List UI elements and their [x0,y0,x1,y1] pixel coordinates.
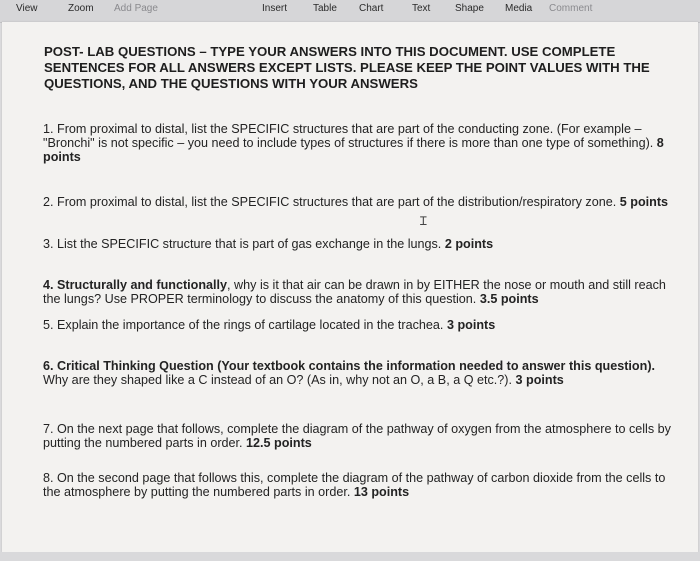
question-3[interactable] [43,237,671,251]
toolbar-chart[interactable]: Chart [359,3,384,14]
question-6-points: 3 points [515,373,564,387]
question-2-text: 2. From proximal to distal, list the SPECIFIC structures that are part of the distribution/respiratory zone. [43,195,620,209]
question-4-lead: 4. Structurally and functionally [43,278,228,292]
question-1[interactable] [43,122,671,164]
toolbar-table[interactable]: Table [313,3,337,14]
document-page[interactable] [2,22,698,552]
question-8-points: 13 points [353,485,410,499]
toolbar [0,0,700,23]
question-7[interactable] [43,422,671,450]
text-cursor-icon: Ɪ [420,214,427,228]
question-6-text: Why are they shaped like a C instead of an O? (As in, why not an O, a B, a Q etc.?). [43,373,516,387]
toolbar-comment[interactable]: Comment [549,3,593,14]
question-4-text: , why is it that air can be drawn in by EITHER the nose or mouth and still reach the lungs? Use PROPER terminology to discuss the anatomy of this question. [43,278,666,306]
question-8[interactable] [43,471,671,499]
question-8-text: 8. On the second page that follows this, complete the diagram of the pathway of carbon dioxide from the cells to the atmosphere by putting the numbered parts in order. [43,471,666,499]
toolbar-insert[interactable]: Insert [262,3,288,14]
bottom-strip [0,552,700,561]
toolbar-zoom[interactable]: Zoom [68,3,94,14]
toolbar-view[interactable]: View [16,3,38,14]
question-5-text: 5. Explain the importance of the rings of cartilage located in the trachea. [43,318,447,332]
toolbar-media[interactable]: Media [505,3,533,14]
toolbar-text[interactable]: Text [412,3,431,14]
question-1-points: 8 points [43,136,664,164]
toolbar-shape[interactable]: Shape [455,3,484,14]
question-2-points: 5 points [619,195,669,209]
question-4-points: 3.5 points [479,292,539,306]
question-3-text: 3. List the SPECIFIC structure that is part of gas exchange in the lungs. [43,237,445,251]
question-7-points: 12.5 points [246,436,312,450]
document-heading: POST- LAB QUESTIONS – TYPE YOUR ANSWERS INTO THIS DOCUMENT. USE COMPLETE SENTENCES FOR ALL ANSWERS EXCEPT LISTS. PLEASE KEEP THE POINT VALUES WITH THE QUESTIONS, AND THE QUESTIONS WITH YOUR ANSWERS [44,44,650,91]
question-6-lead: 6. Critical Thinking Question (Your textbook contains the information needed to answer this question). [43,359,656,373]
question-1-text: 1. From proximal to distal, list the SPECIFIC structures that are part of the conducting zone. (For example – "Bronchi" is not specific – you need to include types of structures if there is more than one type of something). [43,122,657,150]
question-2[interactable] [43,195,671,209]
question-3-points: 2 points [444,237,494,251]
toolbar-add-page[interactable]: Add Page [114,3,158,14]
question-5-points: 3 points [446,318,496,332]
question-5[interactable] [43,318,671,332]
question-7-text: 7. On the next page that follows, complete the diagram of the pathway of oxygen from the atmosphere to cells by putting the numbered parts in order. [43,422,671,450]
question-6[interactable] [43,359,671,387]
question-4[interactable] [43,278,671,306]
